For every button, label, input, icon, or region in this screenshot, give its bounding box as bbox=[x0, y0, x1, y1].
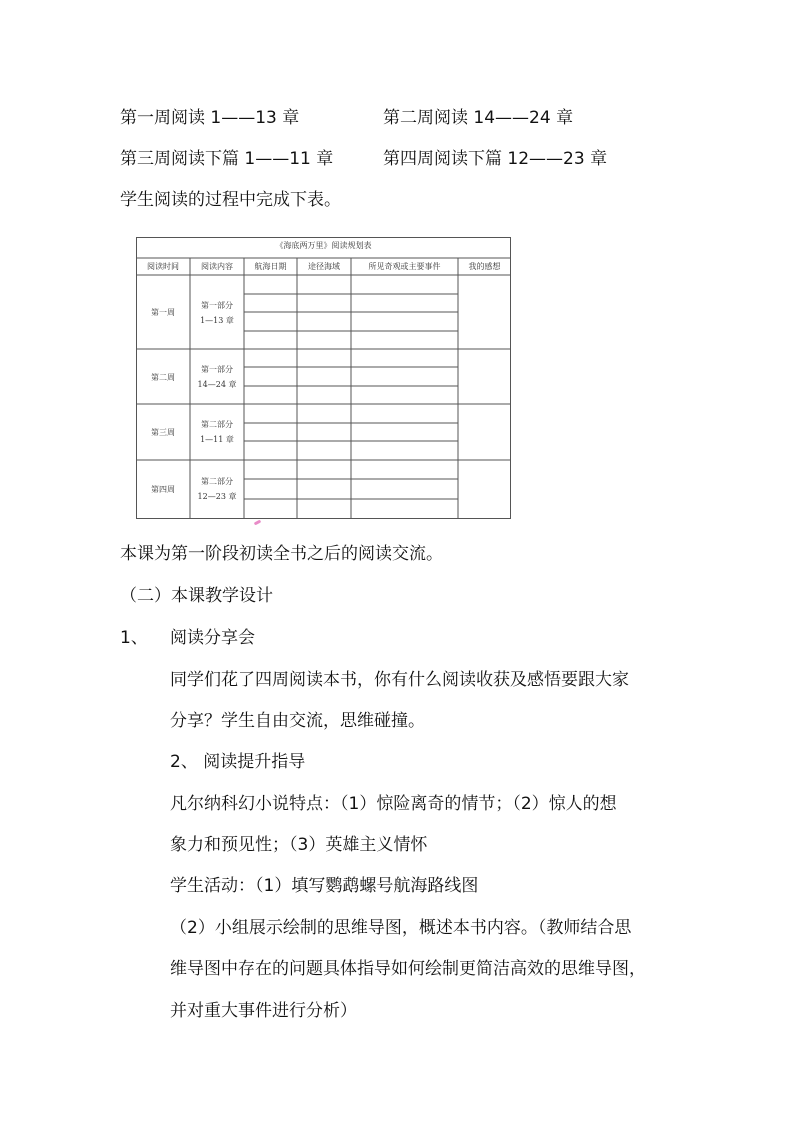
item2-features-line1: 凡尔纳科幻小说特点：（1）惊险离奇的情节；（2）惊人的想 bbox=[170, 794, 617, 814]
after-table-line: 本课为第一阶段初读全书之后的阅读交流。 bbox=[120, 544, 443, 564]
table-row-part: 第二部分 bbox=[201, 477, 233, 486]
item2-activity-line4: 并对重大事件进行分析） bbox=[170, 1001, 357, 1021]
table-row-week: 第二周 bbox=[151, 373, 175, 382]
item1-number: 1、 bbox=[120, 628, 148, 648]
item2-activity-line3: 维导图中存在的问题具体指导如何绘制更简洁高效的思维导图， bbox=[170, 959, 646, 979]
table-row-chapters: 14—24 章 bbox=[197, 380, 237, 389]
item1-para-line2: 分享？学生自由交流，思维碰撞。 bbox=[170, 711, 425, 731]
table-title: 《海底两万里》阅读规划表 bbox=[275, 241, 372, 250]
schedule-week1: 第一周阅读 1——13 章 bbox=[120, 108, 300, 128]
reading-plan-table-image bbox=[120, 219, 522, 530]
table-row-week: 第四周 bbox=[151, 485, 175, 494]
table-row-chapters: 1—11 章 bbox=[200, 435, 234, 444]
table-row-chapters: 1—13 章 bbox=[200, 316, 234, 325]
table-header: 阅读内容 bbox=[201, 262, 233, 271]
table-row-week: 第三周 bbox=[151, 428, 175, 437]
intro-line: 学生阅读的过程中完成下表。 bbox=[120, 190, 341, 210]
table-header: 航海日期 bbox=[254, 262, 287, 271]
schedule-week2: 第二周阅读 14——24 章 bbox=[383, 108, 574, 128]
item2-heading: 2、 阅读提升指导 bbox=[170, 752, 306, 772]
table-row-part: 第二部分 bbox=[201, 420, 233, 429]
table-row-part: 第一部分 bbox=[201, 301, 233, 310]
reading-plan-table bbox=[136, 237, 511, 519]
item2-activity-line2: （2）小组展示绘制的思维导图，概述本书内容。（教师结合思 bbox=[170, 918, 632, 938]
schedule-week3: 第三周阅读下篇 1——11 章 bbox=[120, 149, 334, 169]
pink-pen-mark bbox=[254, 520, 262, 526]
table-row-chapters: 12—23 章 bbox=[197, 492, 237, 501]
table-row-part: 第一部分 bbox=[201, 365, 233, 374]
schedule-week4: 第四周阅读下篇 12——23 章 bbox=[383, 149, 608, 169]
table-header: 阅读时间 bbox=[147, 262, 179, 271]
table-header: 途径海域 bbox=[308, 262, 340, 271]
item1-title: 阅读分享会 bbox=[170, 628, 255, 648]
section-heading: （二）本课教学设计 bbox=[120, 586, 273, 606]
table-header: 我的感想 bbox=[468, 262, 501, 271]
item1-para-line1: 同学们花了四周阅读本书，你有什么阅读收获及感悟要跟大家 bbox=[170, 670, 629, 690]
item2-features-line2: 象力和预见性；（3）英雄主义情怀 bbox=[170, 835, 428, 855]
item2-activity-line1: 学生活动：（1）填写鹦鹉螺号航海路线图 bbox=[170, 876, 479, 896]
table-row-week: 第一周 bbox=[151, 308, 175, 317]
table-header: 所见奇观或主要事件 bbox=[368, 262, 441, 271]
